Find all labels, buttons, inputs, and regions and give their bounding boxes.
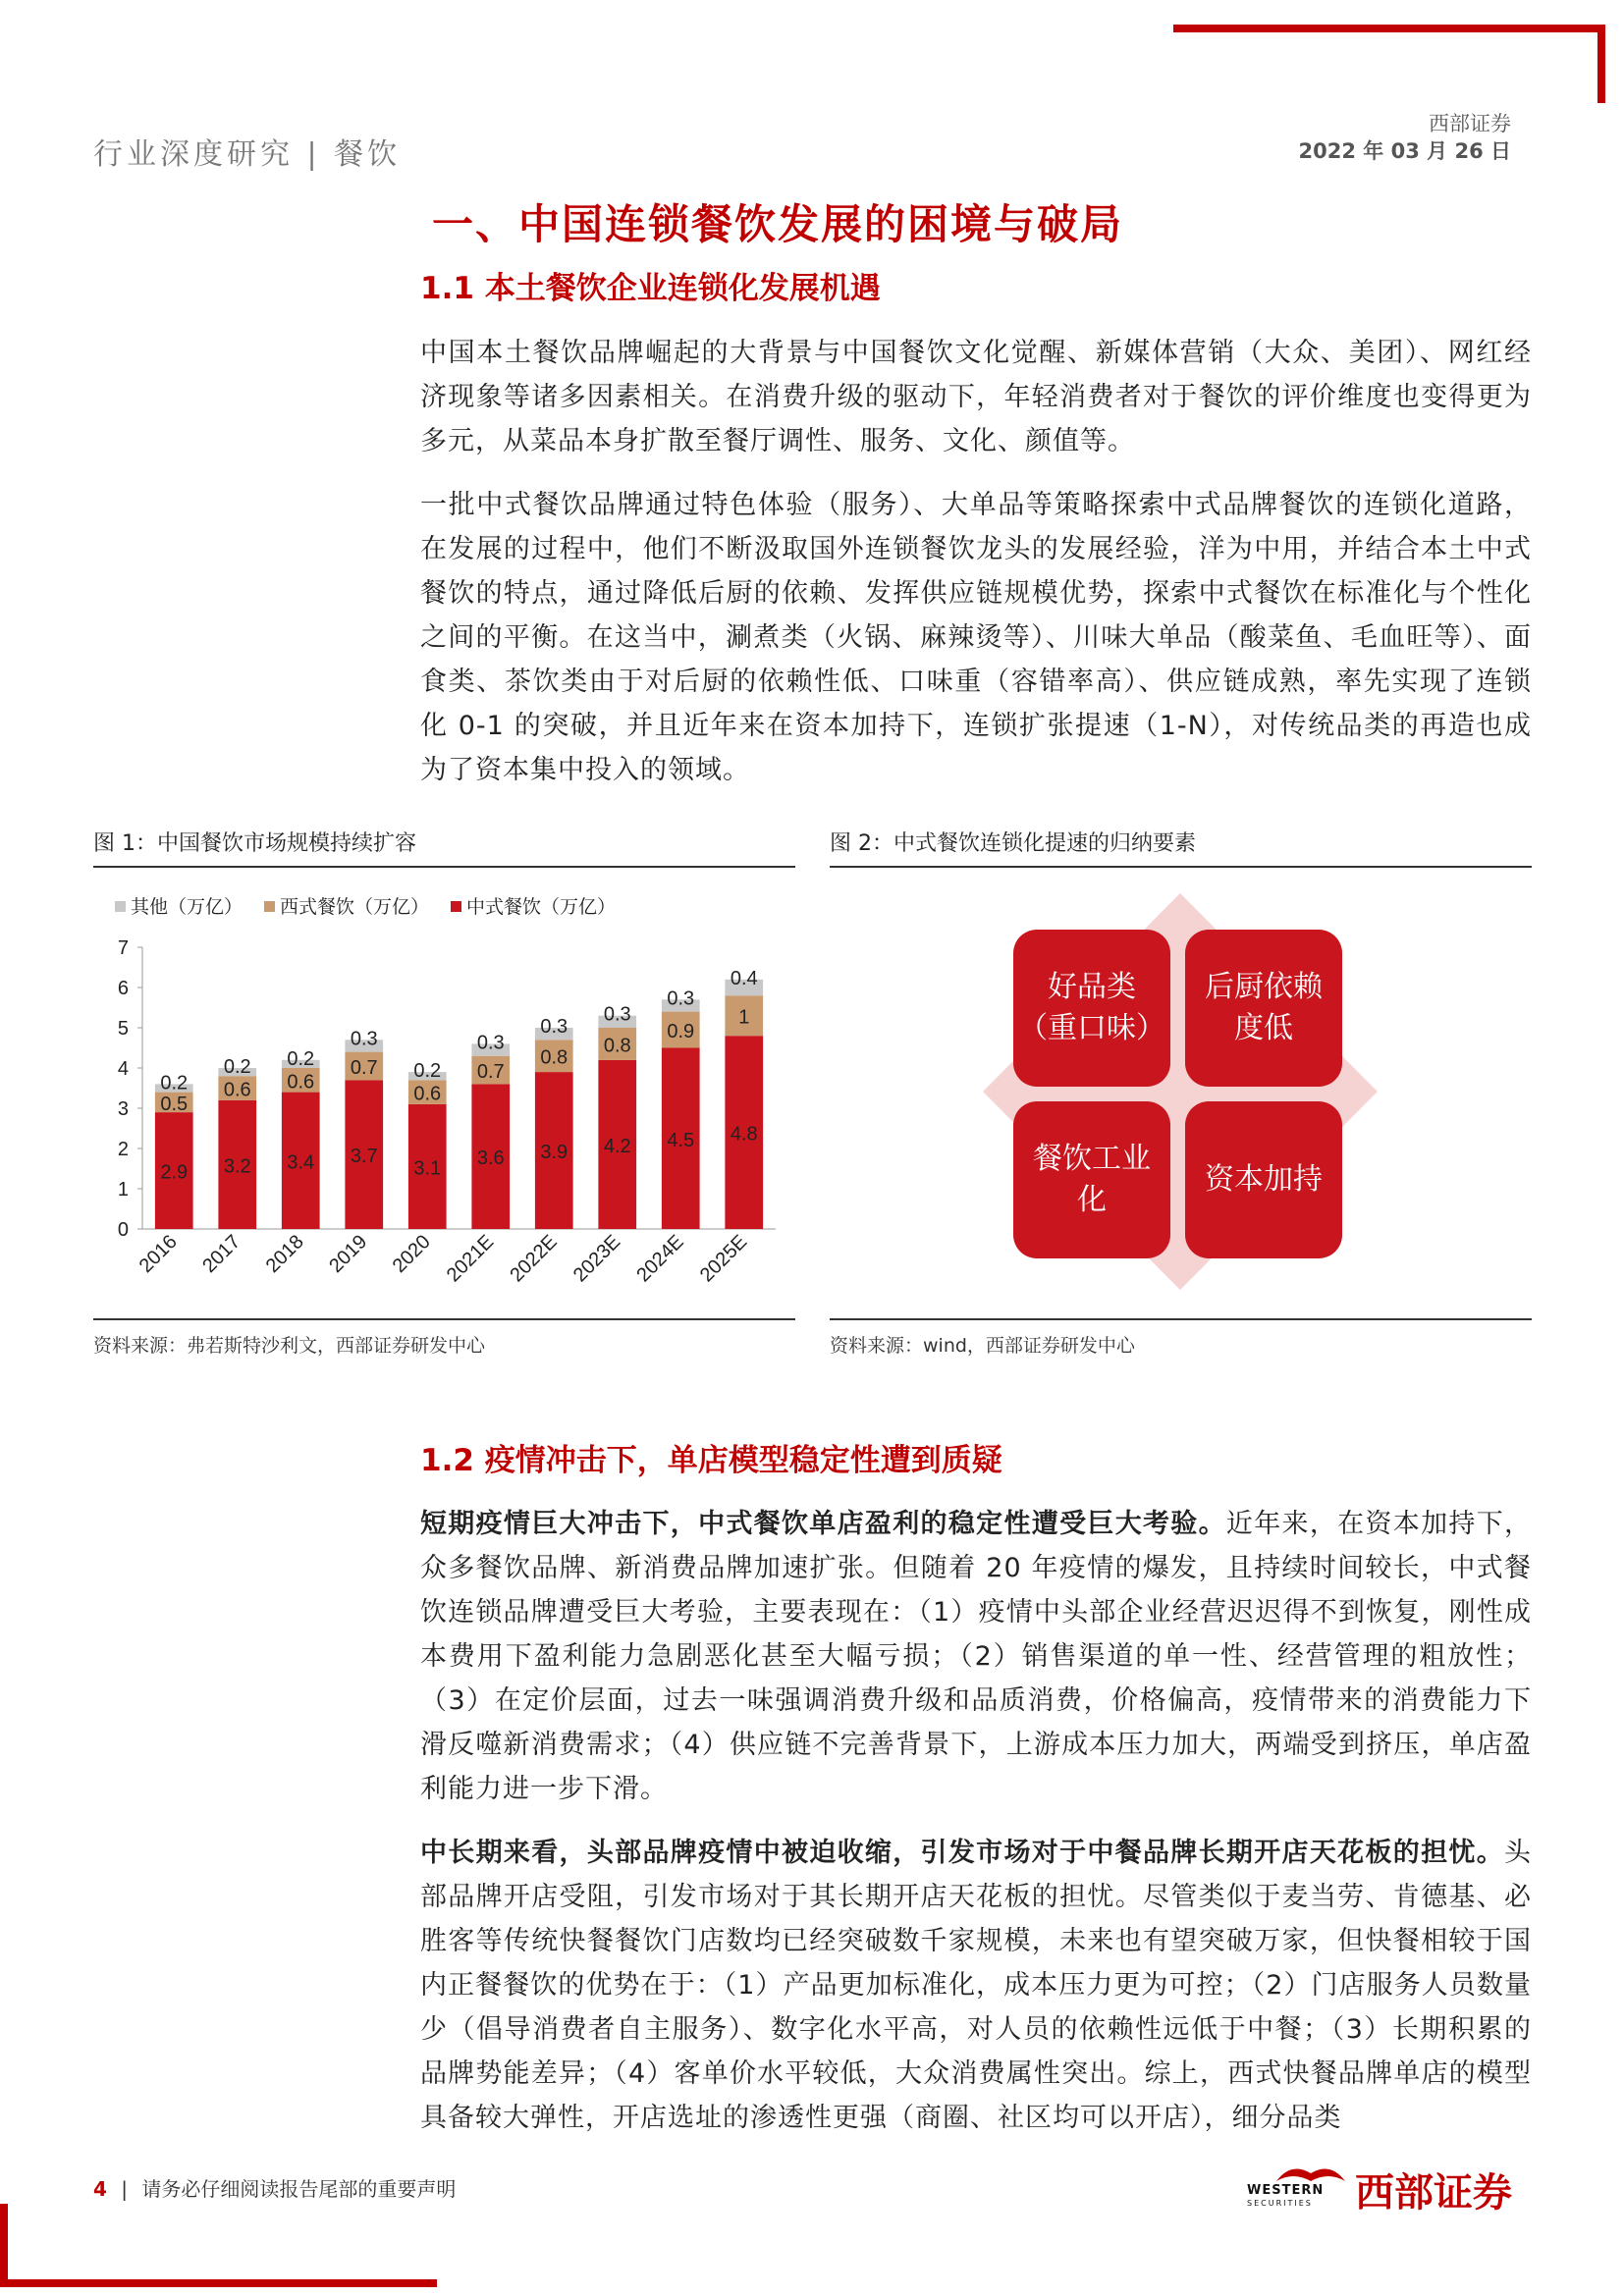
header-top-red-line (1173, 25, 1605, 32)
bar-data-label: 2.9 (160, 1161, 189, 1184)
figure1-top-rule (93, 866, 795, 868)
paragraph-4 (420, 1831, 1532, 2140)
company-logo (1247, 2160, 1542, 2218)
x-tick-label: 2017 (198, 1230, 245, 1278)
bar-data-label: 0.8 (540, 1046, 568, 1069)
x-tick-label: 2019 (325, 1230, 372, 1278)
bar-data-label: 0.9 (667, 1021, 695, 1043)
figure1-source: 资料来源：弗若斯特沙利文，西部证券研发中心 (93, 1335, 486, 1357)
bar-data-label: 3.1 (413, 1157, 442, 1180)
logo-english-sub: SECURITIES (1247, 2199, 1313, 2208)
legend-swatch (264, 901, 275, 912)
x-tick-label: 2016 (135, 1230, 182, 1278)
x-tick-label: 2023E (568, 1230, 625, 1287)
y-tick-label: 6 (117, 978, 129, 999)
bar-data-label: 0.8 (603, 1035, 631, 1057)
bar-data-label: 4.8 (730, 1123, 758, 1146)
section2-body (420, 1502, 1532, 2140)
footer-bottom-red-line (0, 2279, 437, 2287)
paragraph-2: 一批中式餐饮品牌通过特色体验（服务）、大单品等策略探索中式品牌餐饮的连锁化道路，在发展的过程中，他们不断汲取国外连锁餐饮龙头的发展经验，洋为中用，并结合本土中式餐饮的特点，通过降低后厨的依赖、发挥供应链规模优势，探索中式餐饮在标准化与个性化之间的平衡。在这当中，涮煮类（火锅、麻辣烫等）、川味大单品（酸菜鱼、毛血旺等）、面食类、茶饮类由于对后厨的依赖性低、口味重（容错率高）、供应链成熟，率先实现了连锁化 0-1 的突破，并且近年来在资本加持下，连锁扩张提速（1-N），对传统品类的再造也成为了资本集中投入的领域。 (420, 490, 1532, 785)
paragraph-3-text: 近年来，在资本加持下，众多餐饮品牌、新消费品牌加速扩张。但随着 20 年疫情的爆发，且持续时间较长，中式餐饮连锁品牌遭受巨大考验，主要表现在：（1）疫情中头部企业经营迟迟得不到恢复，刚性成本费用下盈利能力急剧恶化甚至大幅亏损；（2）销售渠道的单一性、经营管理的粗放性；（3）在定价层面，过去一味强调消费升级和品质消费，价格偏高，疫情带来的消费能力下滑反噬新消费需求；（4）供应链不完善背景下，上游成本压力加大，两端受到挤压，单店盈利能力进一步下滑。 (420, 1509, 1532, 1804)
subsection-1-title: 1.1 本土餐饮企业连锁化发展机遇 (420, 271, 881, 306)
report-date: 2022 年 03 月 26 日 (1298, 139, 1511, 163)
x-tick-label: 2021E (442, 1230, 499, 1287)
bar-data-label: 3.4 (287, 1151, 315, 1174)
section-title: 一、中国连锁餐饮发展的困境与破局 (432, 200, 1124, 248)
legend-label: 中式餐饮（万亿） (466, 896, 617, 918)
legend-swatch (451, 901, 461, 912)
y-tick-label: 7 (117, 937, 129, 959)
bar-data-label: 0.3 (350, 1028, 378, 1050)
bar-data-label: 0.6 (223, 1079, 251, 1101)
bar-data-label: 3.7 (350, 1146, 378, 1168)
footer-separator: | (121, 2177, 129, 2201)
x-tick-label: 2020 (388, 1230, 435, 1278)
bar-data-label: 0.2 (160, 1072, 189, 1095)
bar-data-label: 4.5 (667, 1129, 695, 1151)
bar-data-label: 0.4 (730, 967, 758, 989)
footer-left-red-line (0, 2204, 8, 2287)
header-company: 西部证券 (1429, 112, 1511, 135)
bar-data-label: 1 (738, 1006, 750, 1029)
footer-disclaimer: 请务必仔细阅读报告尾部的重要声明 (141, 2177, 457, 2201)
x-tick-label: 2022E (506, 1230, 562, 1287)
paragraph-4-lead: 中长期来看，头部品牌疫情中被迫收缩，引发市场对于中餐品牌长期开店天花板的担忧。 (420, 1838, 1504, 1868)
figure2-bottom-rule (830, 1318, 1532, 1320)
y-tick-label: 1 (117, 1179, 129, 1201)
bar-data-label: 4.2 (603, 1135, 631, 1157)
footer-notice (93, 2173, 456, 2202)
figure1-title: 图 1：中国餐饮市场规模持续扩容 (93, 831, 416, 856)
factor-box-low-kitchen-dependence: 后厨依赖 度低 (1185, 930, 1342, 1087)
figure2-diagram (830, 874, 1532, 1315)
legend-label: 西式餐饮（万亿） (280, 896, 430, 918)
bar-data-label: 0.5 (160, 1093, 189, 1115)
paragraph-3-lead: 短期疫情巨大冲击下，中式餐饮单店盈利的稳定性遭受巨大考验。 (420, 1509, 1226, 1539)
section1-body (420, 331, 1532, 792)
logo-english: WESTERN (1247, 2183, 1325, 2198)
factor-box-good-category: 好品类 （重口味） (1013, 930, 1170, 1087)
paragraph-3 (420, 1502, 1532, 1811)
legend-swatch (115, 901, 126, 912)
figure2-source: 资料来源：wind，西部证券研发中心 (830, 1335, 1135, 1357)
bar-data-label: 0.6 (413, 1083, 442, 1105)
figure1-bottom-rule (93, 1318, 795, 1320)
y-tick-label: 0 (117, 1219, 129, 1241)
logo-chinese: 西部证券 (1355, 2170, 1512, 2216)
bar-data-label: 0.7 (476, 1061, 505, 1084)
bar-data-label: 3.6 (476, 1148, 505, 1170)
x-tick-label: 2018 (261, 1230, 308, 1278)
header-right-red-line (1597, 25, 1605, 103)
bar-data-label: 0.3 (476, 1032, 505, 1054)
bar-data-label: 0.7 (350, 1056, 378, 1079)
bar-data-label: 3.2 (223, 1155, 251, 1178)
y-tick-label: 3 (117, 1098, 129, 1120)
diamond-shape (830, 874, 1532, 1315)
bar-data-label: 0.2 (413, 1060, 442, 1083)
page-number: 4 (93, 2177, 107, 2201)
bar-data-label: 0.3 (540, 1016, 568, 1038)
report-category: 行业深度研究 | 餐饮 (93, 137, 402, 172)
factor-box-catering-industrialization: 餐饮工业 化 (1013, 1101, 1170, 1258)
bar-data-label: 0.3 (603, 1003, 631, 1026)
paragraph-1: 中国本土餐饮品牌崛起的大背景与中国餐饮文化觉醒、新媒体营销（大众、美团）、网红经济现象等诸多因素相关。在消费升级的驱动下，年轻消费者对于餐饮的评价维度也变得更为多元，从菜品本身扩散至餐厅调性、服务、文化、颜值等。 (420, 338, 1532, 456)
subsection-2-title: 1.2 疫情冲击下，单店模型稳定性遭到质疑 (420, 1443, 1002, 1478)
factor-box-capital-support: 资本加持 (1185, 1101, 1342, 1258)
y-tick-label: 5 (117, 1018, 129, 1040)
y-tick-label: 4 (117, 1058, 129, 1080)
x-tick-label: 2024E (632, 1230, 688, 1287)
bar-data-label: 0.2 (287, 1047, 315, 1070)
market-size-bar-chart (93, 874, 795, 1315)
figure2-title: 图 2：中式餐饮连锁化提速的归纳要素 (830, 831, 1196, 856)
bar-data-label: 0.6 (287, 1071, 315, 1094)
bar-data-label: 0.3 (667, 988, 695, 1010)
y-tick-label: 2 (117, 1139, 129, 1160)
bar-data-label: 3.9 (540, 1142, 568, 1164)
figure2-top-rule (830, 866, 1532, 868)
legend-label: 其他（万亿） (131, 896, 244, 918)
bar-data-label: 0.2 (223, 1056, 251, 1078)
paragraph-4-text: 头部品牌开店受阻，引发市场对于其长期开店天花板的担忧。尽管类似于麦当劳、肯德基、必胜客等传统快餐餐饮门店数均已经突破数千家规模，未来也有望突破万家，但快餐相较于国内正餐餐饮的优势在于：（1）产品更加标准化，成本压力更为可控；（2）门店服务人员数量少（倡导消费者自主服务）、数字化水平高，对人员的依赖性远低于中餐；（3）长期积累的品牌势能差异；（4）客单价水平较低，大众消费属性突出。综上，西式快餐品牌单店的模型具备较大弹性，开店选址的渗透性更强（商圈、社区均可以开店），细分品类 (420, 1838, 1532, 2133)
x-tick-label: 2025E (695, 1230, 752, 1287)
